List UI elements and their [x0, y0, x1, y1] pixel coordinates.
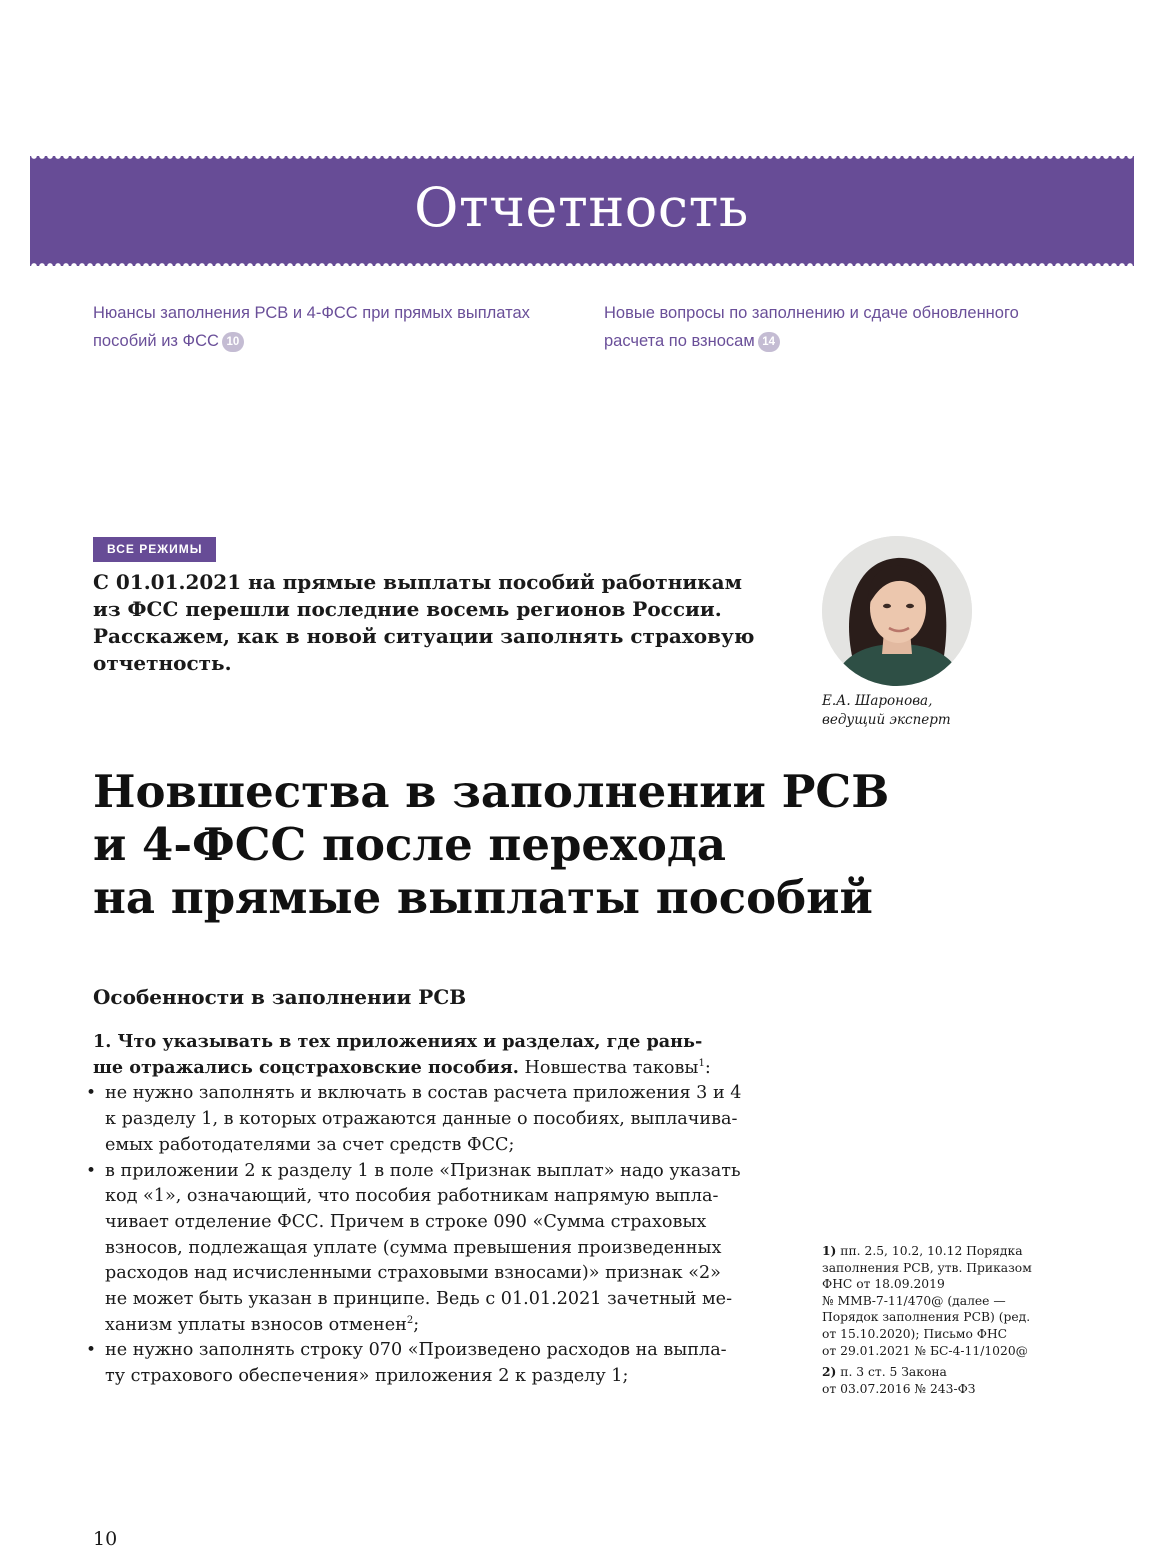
footnote-1 [822, 1243, 1072, 1359]
footnote-text: Порядок заполнения РСВ) (ред. [822, 1310, 1031, 1325]
lead-line: из ФСС перешли последние восемь регионов России. [93, 597, 722, 621]
lead-line: отчетность. [93, 651, 232, 675]
author-name: Е.А. Шаронова, [822, 693, 933, 709]
body-text: емых работодателями за счет средств ФСС; [105, 1134, 515, 1155]
body-text: не может быть указан в принципе. Ведь с 01.01.2021 зачетный ме- [105, 1289, 733, 1310]
section-title-banner: Отчетность [414, 176, 749, 239]
teaser-line: расчета по взносам [604, 332, 755, 350]
body-text: Новшества таковы [518, 1057, 699, 1078]
body-text: не нужно заполнять строку 070 «Произведено расходов на выпла- [105, 1340, 727, 1361]
article-body [86, 1029, 783, 1390]
footnotes [822, 1243, 1072, 1402]
body-text: в приложении 2 к разделу 1 в поле «Признак выплат» надо указать [105, 1160, 741, 1181]
author-caption [822, 692, 1042, 730]
footnote-text: ФНС от 18.09.2019 [822, 1277, 945, 1292]
article-title [93, 765, 993, 924]
body-text: : [704, 1057, 711, 1078]
lead-line: С 01.01.2021 на прямые выплаты пособий работникам [93, 570, 742, 594]
title-line: и 4-ФСС после перехода [93, 818, 727, 871]
title-line: на прямые выплаты пособий [93, 871, 873, 924]
footnote-text: от 03.07.2016 № 243-ФЗ [822, 1381, 976, 1396]
body-text: к разделу 1, в которых отражаются данные о пособиях, выплачива- [105, 1109, 738, 1130]
section-heading: Особенности в заполнении РСВ [93, 985, 467, 1009]
footnote-ref[interactable]: 1 [698, 1057, 705, 1069]
body-text: код «1», означающий, что пособия работникам напрямую выпла- [105, 1186, 719, 1207]
teaser-line: Нюансы заполнения РСВ и 4-ФСС при прямых выплатах [93, 304, 530, 322]
footnote-text: п. 3 ст. 5 Закона [836, 1365, 947, 1380]
body-text: ; [413, 1314, 420, 1335]
body-text: ханизм уплаты взносов отменен [105, 1314, 407, 1335]
question-text: ше отражались соцстраховские пособия. [93, 1056, 519, 1078]
body-line [93, 1313, 783, 1339]
footnote-text: № ММВ-7-11/470@ (далее — [822, 1293, 1006, 1308]
bullet-dot: • [86, 1083, 97, 1104]
footnote-text: от 15.10.2020); Письмо ФНС [822, 1326, 1008, 1341]
body-text: ту страхового обеспечения» приложения 2 к разделу 1; [105, 1366, 629, 1387]
title-line: Новшества в заполнении РСВ [93, 765, 890, 818]
bullet-dot: • [86, 1340, 97, 1361]
body-text: расходов над исчисленными страховыми взносами)» признак «2» [105, 1263, 721, 1284]
footnote-text: от 29.01.2021 № БС-4-11/1020@ [822, 1343, 1028, 1358]
teaser-page-badge: 14 [758, 332, 780, 352]
teaser-line: Новые вопросы по заполнению и сдаче обновленного [604, 304, 1019, 322]
bullet-item [86, 1159, 783, 1185]
teaser-line: пособий из ФСС [93, 332, 219, 350]
body-text: взносов, подлежащая уплате (сумма превышения произведенных [105, 1237, 722, 1258]
teaser-link-1[interactable] [93, 299, 543, 355]
body-text: не нужно заполнять и включать в состав расчета приложения 3 и 4 [105, 1083, 742, 1104]
bullet-item [86, 1338, 783, 1364]
footnote-number: 2) [822, 1364, 837, 1380]
bullet-dot: • [86, 1160, 97, 1181]
lead-paragraph [93, 569, 773, 677]
author-role: ведущий эксперт [822, 712, 951, 728]
page-number: 10 [93, 1528, 118, 1550]
lead-line: Расскажем, как в новой ситуации заполнять страховую [93, 624, 755, 648]
question-line: 1. Что указывать в тех приложениях и разделах, где рань- [93, 1031, 703, 1052]
teaser-page-badge: 10 [222, 332, 244, 352]
footnote-2 [822, 1364, 1072, 1397]
footnote-ref[interactable]: 2 [406, 1314, 414, 1326]
teaser-link-2[interactable] [604, 299, 1054, 355]
body-text: чивает отделение ФСС. Причем в строке 090 «Сумма страховых [105, 1211, 707, 1232]
bullet-item [86, 1081, 783, 1107]
footnote-text: пп. 2.5, 10.2, 10.12 Порядка [836, 1244, 1023, 1258]
author-photo [822, 536, 972, 686]
category-badge: ВСЕ РЕЖИМЫ [93, 537, 216, 562]
footnote-number: 1) [822, 1243, 837, 1258]
footnote-text: заполнения РСВ, утв. Приказом [822, 1260, 1032, 1275]
question-line [93, 1055, 783, 1082]
